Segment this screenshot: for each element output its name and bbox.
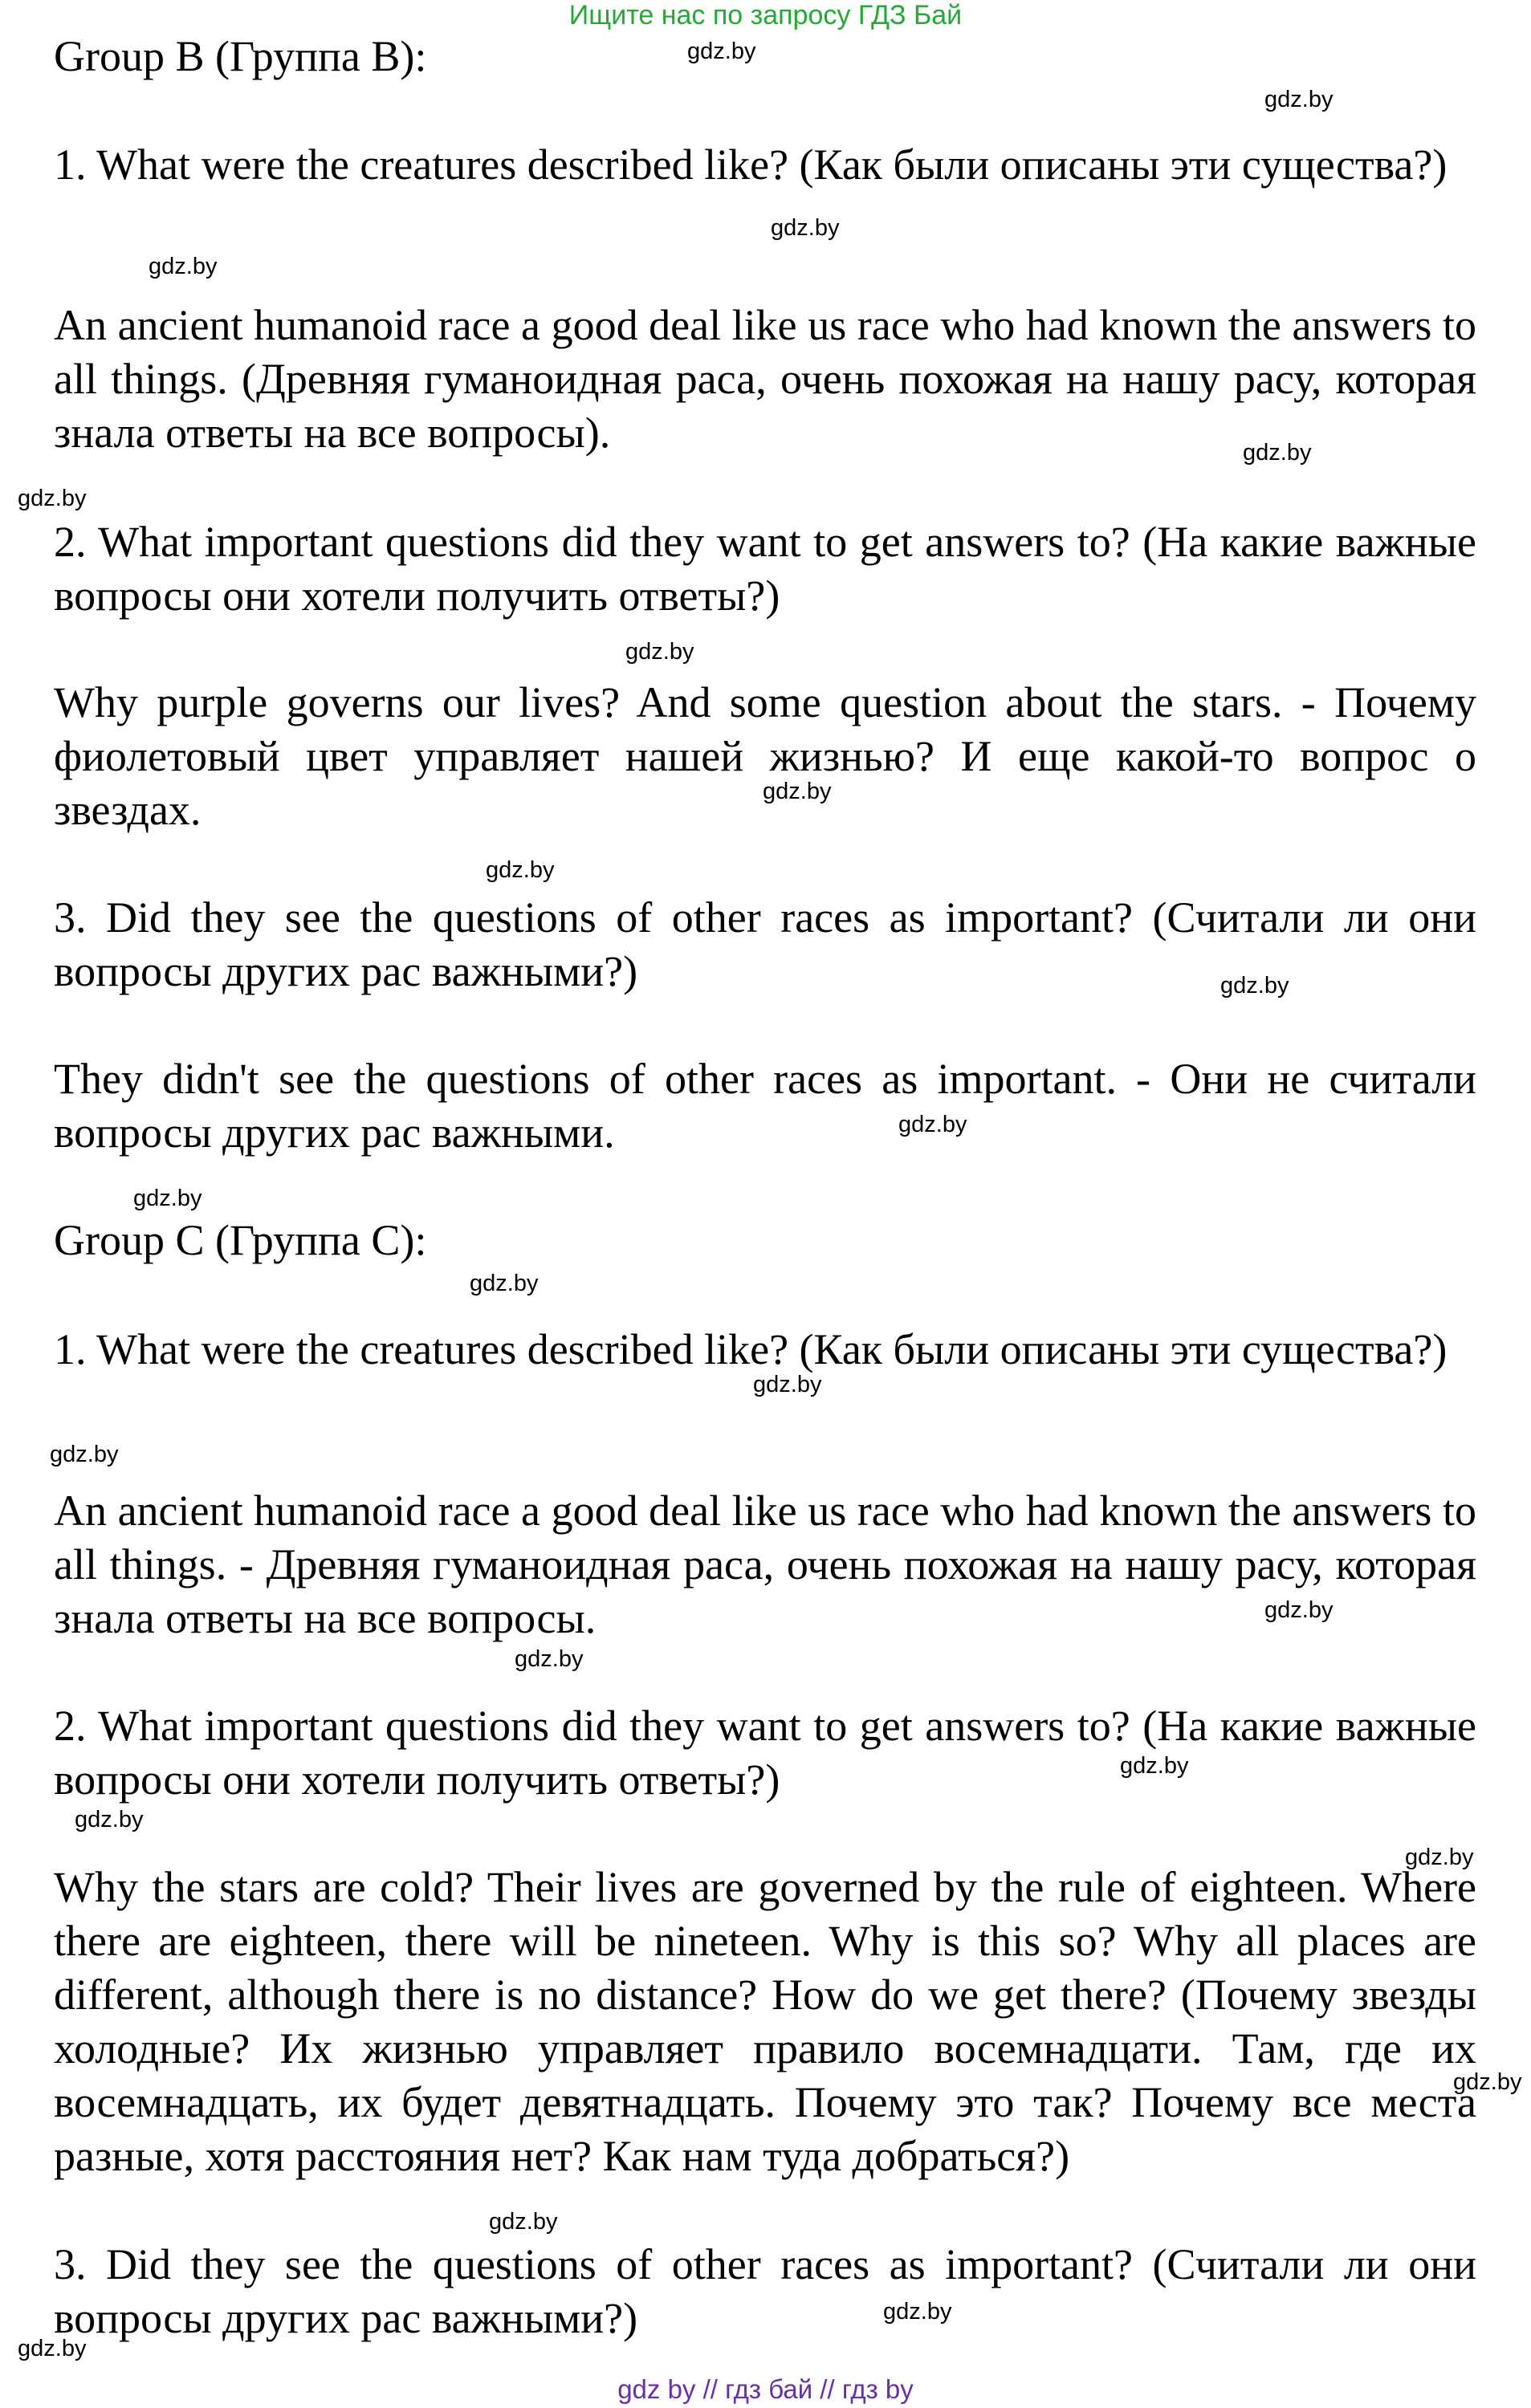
group-b-answer-1: An ancient humanoid race a good deal like us race who had known the answers to all things. (Древняя гуманоидная раса, очень похожая на нашу расу, которая знала ответы на все вопросы). [54, 301, 1476, 457]
group-c-question-1: 1. What were the creatures described like? (Как были описаны эти существа?) [54, 1325, 1448, 1373]
watermark: gdz.by [687, 39, 756, 64]
watermark: gdz.by [489, 2209, 558, 2235]
watermark: gdz.by [515, 1646, 584, 1672]
watermark: gdz.by [763, 779, 832, 804]
site-footer: gdz by // гдз бай // гдз by [617, 2374, 914, 2404]
watermark: gdz.by [753, 1372, 822, 1397]
watermark: gdz.by [1243, 440, 1312, 466]
watermark: gdz.by [486, 857, 555, 883]
watermark: gdz.by [625, 639, 694, 665]
group-b-heading: Group B (Группа B): [54, 32, 427, 80]
watermark: gdz.by [133, 1186, 202, 1211]
watermark: gdz.by [898, 1112, 967, 1137]
watermark: gdz.by [149, 254, 218, 279]
site-banner: Ищите нас по запросу ГДЗ Бай [568, 0, 963, 31]
watermark: gdz.by [1220, 973, 1289, 999]
group-c-question-2: 2. What important questions did they want to get answers to? (На какие важные вопросы они хотели получить ответы?) [54, 1702, 1476, 1804]
watermark: gdz.by [1453, 2069, 1522, 2095]
group-b-answer-2: Why purple governs our lives? And some question about the stars. - Почему фиолетовый цвет управляет нашей жизнью? И еще какой-то вопрос о звездах. [54, 678, 1476, 834]
watermark: gdz.by [75, 1807, 144, 1832]
group-b-question-2: 2. What important questions did they want to get answers to? (На какие важные вопросы они хотели получить ответы?) [54, 518, 1476, 620]
group-c-question-3: 3. Did they see the questions of other races as important? (Считали ли они вопросы других рас важными?) [54, 2240, 1476, 2342]
watermark: gdz.by [1405, 1845, 1474, 1870]
group-b-answer-3: They didn't see the questions of other races as important. - Они не считали вопросы других рас важными. [54, 1055, 1476, 1157]
watermark: gdz.by [771, 215, 840, 241]
group-b-question-1: 1. What were the creatures described like? (Как были описаны эти существа?) [54, 140, 1448, 189]
group-c-answer-1: An ancient humanoid race a good deal like us race who had known the answers to all things. - Древняя гуманоидная раса, очень похожая на нашу расу, которая знала ответы на все вопросы. [54, 1487, 1476, 1642]
watermark: gdz.by [50, 1442, 119, 1467]
watermark: gdz.by [1264, 87, 1334, 112]
watermark: gdz.by [883, 2299, 952, 2325]
watermark: gdz.by [470, 1271, 539, 1296]
group-c-heading: Group C (Группа C): [54, 1216, 427, 1264]
watermark: gdz.by [1264, 1597, 1334, 1623]
group-c-answer-2: Why the stars are cold? Their lives are governed by the rule of eighteen. Where there are eighteen, there will be nineteen. Why is this so? Why all places are different, although there is no distance? How do we get there? (Почему звезды холодные? Их жизнью управляет правило восемнадцати. Там, где их восемнадцать, их будет девятнадцать. Почему это так? Почему все места разные, хотя расстояния нет? Как нам туда добраться?) [54, 1863, 1476, 2180]
watermark: gdz.by [1120, 1753, 1189, 1779]
group-b-question-3: 3. Did they see the questions of other races as important? (Считали ли они вопросы других рас важными?) [54, 893, 1476, 995]
watermark: gdz.by [18, 2336, 87, 2361]
watermark: gdz.by [18, 486, 87, 511]
